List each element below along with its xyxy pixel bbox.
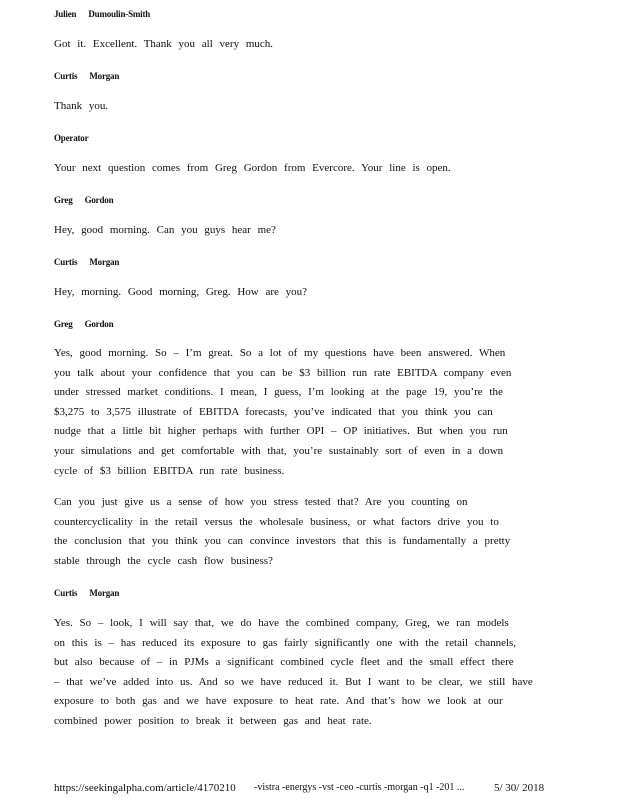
speech-line: Thank you. — [54, 100, 109, 112]
speech-paragraph — [54, 283, 534, 303]
speech-line: Hey, morning. Good morning, Greg. How are you? — [54, 286, 308, 298]
speech-line: Got it. Excellent. Thank you all very much. — [54, 38, 274, 50]
speech-line: Can you just give us a sense of how you stress tested that? Are you counting on — [54, 496, 468, 508]
speech-line: combined power position to break it between gas and heat rate. — [54, 714, 372, 727]
speech-paragraph — [54, 493, 534, 571]
speaker-name: Curtis Morgan — [54, 588, 120, 598]
speech-paragraph — [54, 344, 534, 481]
footer-date: 5/ 30/ 2018 — [494, 782, 545, 794]
speech-paragraph — [54, 221, 534, 241]
speech-line: your simulations and get comfortable with that, you’re sustainably sort of even in a down — [54, 444, 504, 457]
speech-paragraph — [54, 614, 534, 732]
speech-line: but also because of – in PJMs a significant combined cycle fleet and the small effect there — [54, 656, 514, 669]
speech-line: Hey, good morning. Can you guys hear me? — [54, 224, 276, 236]
speech-line: Yes. So – look, I will say that, we do have the combined company, Greg, we ran models — [54, 617, 509, 629]
footer-article-slug: -vistra -energys -vst -ceo -curtis -morgan -q1 -201 ... — [254, 782, 465, 793]
speech-paragraph — [54, 35, 534, 55]
speech-line: you talk about your confidence that you can be $3 billion run rate EBITDA company even — [54, 366, 512, 379]
speaker-name: Curtis Morgan — [54, 257, 120, 267]
speech-line: $3,275 to 3,575 illustrate of EBITDA forecasts, you’ve indicated that you think you can — [54, 405, 493, 418]
speech-line: cycle of $3 billion EBITDA run rate business. — [54, 464, 285, 477]
speech-line: Your next question comes from Greg Gordon from Evercore. Your line is open. — [54, 162, 451, 174]
speech-paragraph — [54, 159, 534, 179]
speech-line: Yes, good morning. So – I’m great. So a lot of my questions have been answered. When — [54, 347, 506, 359]
footer-url-link[interactable]: https://seekingalpha.com/article/4170210 — [54, 782, 236, 794]
speaker-name: Operator — [54, 133, 89, 143]
speaker-name: Greg Gordon — [54, 195, 114, 205]
speech-paragraph — [54, 97, 534, 117]
speech-line: – that we’ve added into us. And so we have reduced it. But I want to be clear, we still have — [54, 675, 533, 688]
speech-line: exposure to both gas and we have exposure to heat rate. And that’s how we look at our — [54, 695, 503, 708]
speaker-name: Curtis Morgan — [54, 71, 120, 81]
speech-line: on this is – has reduced its exposure to gas fairly significantly one with the retail channels, — [54, 636, 517, 649]
speech-line: nudge that a little bit higher perhaps with further OPI – OP initiatives. But when you run — [54, 425, 508, 438]
speech-line: countercyclicality in the retail versus the wholesale business, or what factors drive you to — [54, 515, 499, 528]
speaker-name: Julien Dumoulin-Smith — [54, 9, 151, 19]
speech-line: stable through the cycle cash flow business? — [54, 554, 273, 567]
speaker-name: Greg Gordon — [54, 319, 114, 329]
speech-line: the conclusion that you think you can convince investors that this is fundamentally a pretty — [54, 535, 511, 548]
speech-line: under stressed market conditions. I mean, I guess, I’m looking at the page 19, you’re the — [54, 386, 503, 399]
